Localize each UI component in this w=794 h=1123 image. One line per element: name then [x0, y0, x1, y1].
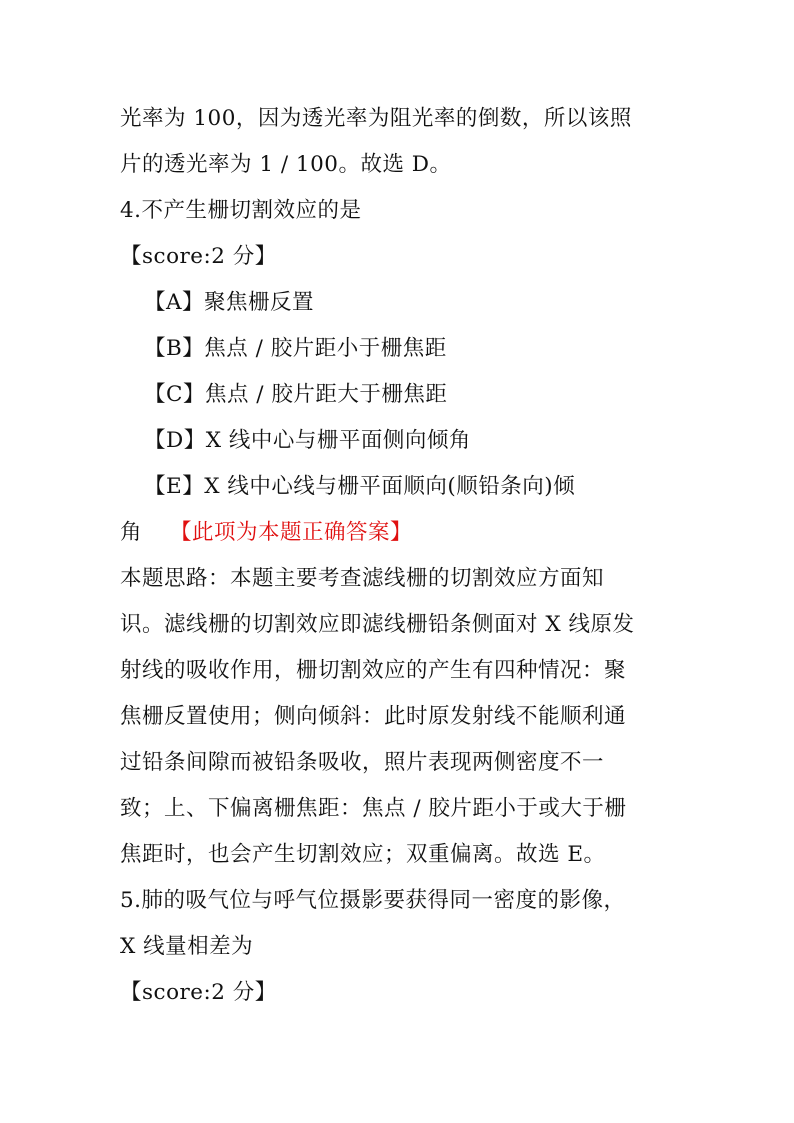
body-text-line: 片的透光率为 1 / 100。故选 D。 [120, 152, 452, 177]
explanation-line: 焦栅反置使用；侧向倾斜：此时原发射线不能顺利通 [120, 704, 627, 729]
explanation-line: 识。滤线栅的切割效应即滤线栅铅条侧面对 X 线原发 [120, 612, 635, 637]
question-4-stem: 4.不产生栅切割效应的是 [120, 198, 362, 223]
explanation-line: 射线的吸收作用，栅切割效应的产生有四种情况：聚 [120, 658, 627, 683]
option-b: 【B】焦点 / 胶片距小于栅焦距 [144, 336, 447, 361]
explanation-line: 致；上、下偏离栅焦距：焦点 / 胶片距小于或大于栅 [120, 796, 627, 821]
option-d: 【D】X 线中心与栅平面侧向倾角 [144, 428, 471, 453]
option-e-continuation [120, 510, 680, 556]
explanation-line: 焦距时，也会产生切割效应；双重偏离。故选 E。 [120, 842, 606, 867]
question-5-score: 【score:2 分】 [120, 980, 277, 1005]
body-text-line: 光率为 100，因为透光率为阻光率的倒数，所以该照 [120, 106, 632, 131]
question-5-stem-cont: X 线量相差为 [120, 934, 254, 959]
option-a: 【A】聚焦栅反置 [144, 290, 315, 315]
explanation-line: 本题思路：本题主要考查滤线栅的切割效应方面知 [120, 566, 605, 591]
option-c: 【C】焦点 / 胶片距大于栅焦距 [144, 382, 448, 407]
explanation-line: 过铅条间隙而被铅条吸收，照片表现两侧密度不一 [120, 750, 605, 775]
option-e: 【E】X 线中心线与栅平面顺向(顺铅条向)倾 [144, 474, 576, 499]
correct-answer-mark: 【此项为本题正确答案】 [170, 520, 413, 545]
document-page [120, 96, 680, 1016]
question-5-stem: 5.肺的吸气位与呼气位摄影要获得同一密度的影像， [120, 888, 626, 913]
option-e-continuation-text: 角 [120, 520, 143, 545]
question-4-score: 【score:2 分】 [120, 244, 277, 269]
